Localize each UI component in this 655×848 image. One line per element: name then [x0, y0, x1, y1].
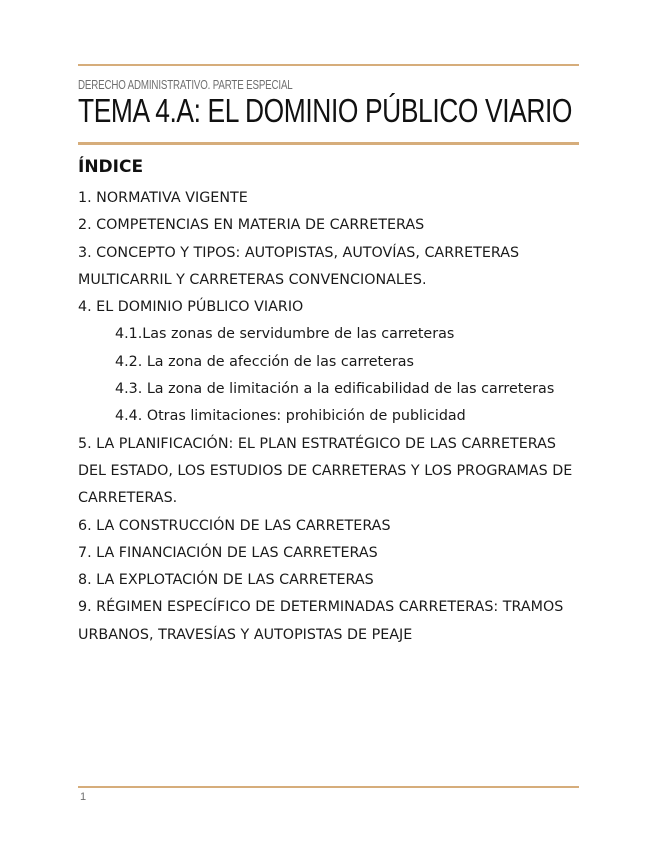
toc-item: 9. RÉGIMEN ESPECÍFICO DE DETERMINADAS CARRETERAS: TRAMOS URBANOS, TRAVESÍAS Y AUTOPISTAS DE PEAJE: [78, 599, 564, 643]
table-of-contents: [78, 185, 583, 649]
toc-item: 5. LA PLANIFICACIÓN: EL PLAN ESTRATÉGICO DE LAS CARRETERAS DEL ESTADO, LOS ESTUDIOS DE CARRETERAS Y LOS PROGRAMAS DE CARRETERAS.: [78, 435, 573, 507]
toc-item: 6. LA CONSTRUCCIÓN DE LAS CARRETERAS: [78, 517, 391, 534]
toc-item: 3. CONCEPTO Y TIPOS: AUTOPISTAS, AUTOVÍAS, CARRETERAS MULTICARRIL Y CARRETERAS CONVENCIONALES.: [78, 244, 520, 288]
toc-subitem: 4.3. La zona de limitación a la edificabilidad de las carreteras: [115, 381, 555, 398]
header-bottom-rule: [78, 142, 579, 145]
toc-item: 8. LA EXPLOTACIÓN DE LAS CARRETERAS: [78, 572, 374, 589]
footer-rule: [78, 786, 579, 788]
toc-subitem: 4.2. La zona de afección de las carreteras: [115, 353, 415, 370]
toc-item: 4. EL DOMINIO PÚBLICO VIARIO: [78, 299, 304, 316]
index-heading: ÍNDICE: [78, 157, 144, 177]
document-subject: DERECHO ADMINISTRATIVO. PARTE ESPECIAL: [78, 78, 293, 92]
toc-subitem: 4.1.Las zonas de servidumbre de las carreteras: [115, 326, 455, 343]
document-title: TEMA 4.A: EL DOMINIO PÚBLICO VIARIO: [78, 92, 573, 129]
page-number: 1: [80, 791, 87, 803]
toc-subitem: 4.4. Otras limitaciones: prohibición de publicidad: [115, 408, 466, 425]
toc-item: 2. COMPETENCIAS EN MATERIA DE CARRETERAS: [78, 217, 425, 234]
toc-item: 7. LA FINANCIACIÓN DE LAS CARRETERAS: [78, 544, 378, 561]
toc-item: 1. NORMATIVA VIGENTE: [78, 190, 248, 206]
header-top-rule: [78, 64, 579, 66]
